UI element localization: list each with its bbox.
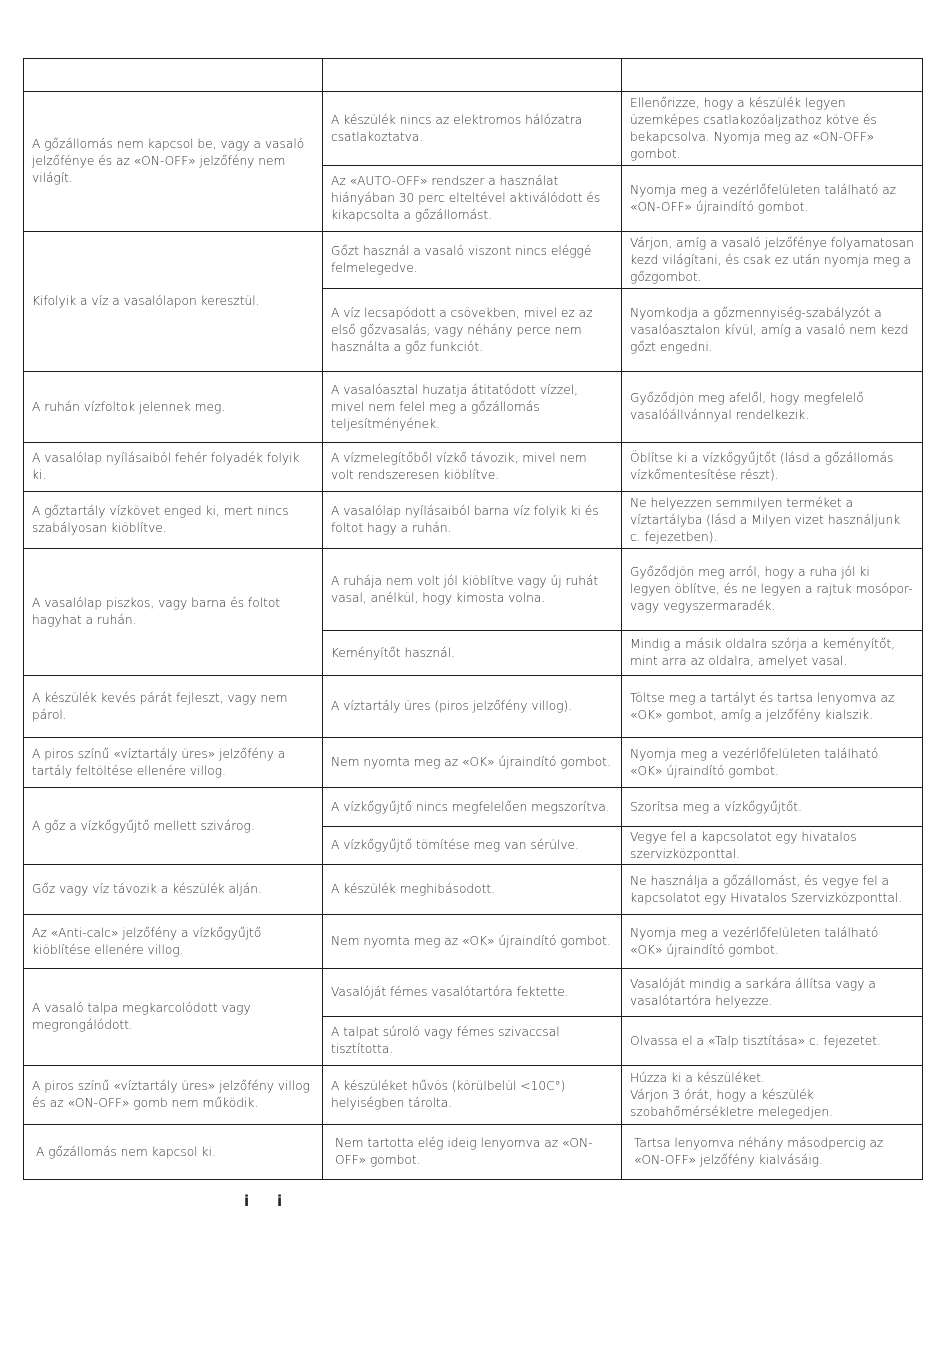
cause-cell: A víz lecsapódott a csövekben, mivel ez az első gőzvasalás, vagy néhány perce nem használta a gőz funkciót. (323, 289, 622, 372)
table-row (24, 738, 923, 788)
solution-cell: Öblítse ki a vízkőgyűjtőt (lásd a gőzállomás vízkőmentesítése részt). (622, 443, 923, 492)
header-solution (622, 59, 923, 92)
cause-cell: A készülék meghibásodott. (323, 865, 622, 915)
solution-cell: Győződjön meg arról, hogy a ruha jól ki legyen öblítve, és ne legyen a rajtuk mosópor- vagy vegyszermaradék. (622, 549, 923, 631)
solution-cell: Húzza ki a készüléket. Várjon 3 órát, hogy a készülék szobahőmérsékletre melegedjen. (622, 1066, 923, 1125)
header-problem (24, 59, 323, 92)
solution-cell: Nyomja meg a vezérlőfelületen található «OK» újraindító gombot. (622, 738, 923, 788)
header-cause (323, 59, 622, 92)
problem-cell: A vasaló talpa megkarcolódott vagy megrongálódott. (24, 969, 323, 1066)
table-row (24, 92, 923, 166)
table-row (24, 232, 923, 289)
table-row (24, 549, 923, 631)
cause-cell: A talpat súroló vagy fémes szivaccsal tisztította. (323, 1017, 622, 1066)
solution-cell: Tartsa lenyomva néhány másodpercig az «ON-OFF» jelzőfény kialvásáig. (622, 1125, 923, 1180)
cause-cell: Vasalóját fémes vasalótartóra fektette. (323, 969, 622, 1017)
problem-cell: A gőzállomás nem kapcsol ki. (24, 1125, 323, 1180)
problem-cell: A piros színű «víztartály üres» jelzőfény villog és az «ON-OFF» gomb nem működik. (24, 1066, 323, 1125)
table-header-row (24, 59, 923, 92)
problem-cell: Az «Anti-calc» jelzőfény a vízkőgyűjtő kiöblítése ellenére villog. (24, 915, 323, 969)
cause-cell: Nem nyomta meg az «OK» újraindító gombot. (323, 738, 622, 788)
problem-cell: A készülék kevés párát fejleszt, vagy nem párol. (24, 676, 323, 738)
footnote-glyph: i (244, 1192, 250, 1210)
solution-cell: Szorítsa meg a vízkőgyűjtőt. (622, 788, 923, 827)
cause-cell: Az «AUTO-OFF» rendszer a használat hiányában 30 perc elteltével aktiválódott és kikapcsolta a gőzállomást. (323, 166, 622, 232)
table-row (24, 865, 923, 915)
troubleshooting-table (23, 58, 923, 1180)
solution-cell: Vegye fel a kapcsolatot egy hivatalos szervizközponttal. (622, 827, 923, 865)
table-row (24, 969, 923, 1017)
cause-cell: A vasalóasztal huzatja átitatódott vízzel, mivel nem felel meg a gőzállomás teljesítményének. (323, 372, 622, 443)
cause-cell: A víztartály üres (piros jelzőfény villog). (323, 676, 622, 738)
cause-cell: Gőzt használ a vasaló viszont nincs eléggé felmelegedve. (323, 232, 622, 289)
cause-cell: Keményítőt használ. (323, 631, 622, 676)
solution-cell: Nyomja meg a vezérlőfelületen található az «ON-OFF» újraindító gombot. (622, 166, 923, 232)
problem-cell: A piros színű «víztartály üres» jelzőfény a tartály feltöltése ellenére villog. (24, 738, 323, 788)
solution-cell: Mindig a másik oldalra szórja a keményítőt, mint arra az oldalra, amelyet vasal. (622, 631, 923, 676)
problem-cell: A vasalólap nyílásaiból fehér folyadék folyik ki. (24, 443, 323, 492)
cause-cell: A készülék nincs az elektromos hálózatra csatlakoztatva. (323, 92, 622, 166)
problem-cell: Kifolyik a víz a vasalólapon keresztül. (24, 232, 323, 372)
table-row (24, 915, 923, 969)
table-row (24, 1066, 923, 1125)
solution-cell: Ellenőrizze, hogy a készülék legyen üzemképes csatlakozóaljzathoz kötve és bekapcsolva. Nyomja meg az «ON-OFF» gombot. (622, 92, 923, 166)
problem-cell: A gőztartály vízkövet enged ki, mert nincs szabályosan kiöblítve. (24, 492, 323, 549)
table-row (24, 443, 923, 492)
cause-cell: A készüléket hűvös (körülbelül <10C°) helyiségben tárolta. (323, 1066, 622, 1125)
cause-cell: A vasalólap nyílásaiból barna víz folyik ki és foltot hagy a ruhán. (323, 492, 622, 549)
table-row (24, 372, 923, 443)
solution-cell: Várjon, amíg a vasaló jelzőfénye folyamatosan kezd világítani, és csak ez után nyomja meg a gőzgombot. (622, 232, 923, 289)
solution-cell: Nyomja meg a vezérlőfelületen található «OK» újraindító gombot. (622, 915, 923, 969)
solution-cell: Győződjön meg afelől, hogy megfelelő vasalóállvánnyal rendelkezik. (622, 372, 923, 443)
cause-cell: A ruhája nem volt jól kiöblítve vagy új ruhát vasal, anélkül, hogy kimosta volna. (323, 549, 622, 631)
footnote-glyph: i (277, 1192, 283, 1210)
solution-cell: Olvassa el a «Talp tisztítása» c. fejezetet. (622, 1017, 923, 1066)
cause-cell: A vízkőgyűjtő nincs megfelelően megszorítva. (323, 788, 622, 827)
table-row (24, 492, 923, 549)
problem-cell: A gőz a vízkőgyűjtő mellett szivárog. (24, 788, 323, 865)
cause-cell: A vízmelegítőből vízkő távozik, mivel nem volt rendszeresen kiöblítve. (323, 443, 622, 492)
problem-cell: A gőzállomás nem kapcsol be, vagy a vasaló jelzőfénye és az «ON-OFF» jelzőfény nem világít. (24, 92, 323, 232)
solution-cell: Ne használja a gőzállomást, és vegye fel a kapcsolatot egy Hivatalos Szervizközponttal. (622, 865, 923, 915)
cause-cell: Nem tartotta elég ideig lenyomva az «ON-OFF» gombot. (323, 1125, 622, 1180)
solution-cell: Nyomkodja a gőzmennyiség-szabályzót a vasalóasztalon kívül, amíg a vasaló nem kezd gőzt engedni. (622, 289, 923, 372)
cause-cell: Nem nyomta meg az «OK» újraindító gombot. (323, 915, 622, 969)
solution-cell: Ne helyezzen semmilyen terméket a víztartályba (lásd a Milyen vizet használjunk c. fejezetben). (622, 492, 923, 549)
problem-cell: A vasalólap piszkos, vagy barna és foltot hagyhat a ruhán. (24, 549, 323, 676)
problem-cell: Gőz vagy víz távozik a készülék alján. (24, 865, 323, 915)
problem-cell: A ruhán vízfoltok jelennek meg. (24, 372, 323, 443)
solution-cell: Vasalóját mindig a sarkára állítsa vagy a vasalótartóra helyezze. (622, 969, 923, 1017)
cause-cell: A vízkőgyűjtő tömítése meg van sérülve. (323, 827, 622, 865)
table-row (24, 1125, 923, 1180)
solution-cell: Töltse meg a tartályt és tartsa lenyomva az «OK» gombot, amíg a jelzőfény kialszik. (622, 676, 923, 738)
table-row (24, 676, 923, 738)
table-row (24, 788, 923, 827)
